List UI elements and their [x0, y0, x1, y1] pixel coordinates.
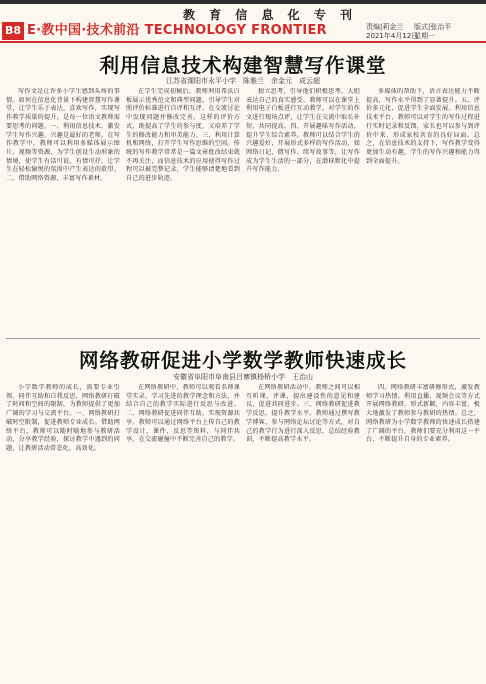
- article2-title: 网络教研促进小学数学教师快速成长: [78, 349, 407, 372]
- editor-info: [366, 23, 418, 40]
- article2-column: 小学数学教师的成长，需要专业引领、同伴互助和自我反思。网络教研打破了时间和空间的限制，为教师提供了更加广阔的学习与交流平台。一、网络教研打破时空限制，促进教师专业成长。借助网络平台，教师可以随时随地参与教研活动，分享教学经验，探讨教学中遇到的问题，让教研活动常态化、高效化。: [6, 384, 120, 452]
- banner-title: 教 育 信 息 化 专 刊: [182, 8, 358, 22]
- article1-body: [6, 88, 480, 335]
- designer: 版式|张治平: [414, 23, 452, 31]
- article2-column: 四、网络教研丰富研修形式，激发教师学习热情。利用直播、视频会议等方式开展网络教研，形式新颖，内容丰富，极大地激发了教师参与教研的热情。总之，网络教研为小学数学教师的快速成长搭建了广阔的平台，教师们要充分利用这一平台，不断提升自身的专业素养。: [366, 384, 480, 444]
- article1-column: 在学生完成初稿后，教师利用希沃白板展示优秀范文和典型问题，引导学生对照评价标准进行自评和互评，在交流讨论中发现问题并修改完善。这样的评价方式，既提高了学生的参与度，又培养了学生的修改能力和审美能力。三、利用计算机和网络，打开学生写作思维的空间。传统的写作教学常常是一篇文章批改结束就不再关注，而信息技术的应用使得写作过程可以被完整记录，学生能够清楚地看到自己的进步轨迹。: [126, 88, 240, 183]
- article1-column: 独立思考，引导他们积极思考，大胆表达自己的真实感受。教师可以在课堂上利用电子白板进行互动教学，对学生的作文进行现场点评，让学生在交流中取长补短，共同提高。四、开展趣味写作活动，提升学生综合素养。教师可以结合学生的兴趣爱好，开展形式多样的写作活动，如网络日记、微写作、续写故事等，让写作成为学生生活的一部分，在潜移默化中提升写作能力。: [246, 88, 360, 174]
- top-rule: [0, 0, 486, 4]
- article2-body: [6, 384, 480, 680]
- article1-byline: 江苏省溧阳市永平小学 陈雅兰 余金元 成云超: [166, 77, 320, 85]
- article1-column: 多媒体的帮助下，语言表达能力不断提高，写作水平得到了显著提升。五、评价多元化，促进学生全面发展。利用信息技术平台，教师可以对学生的写作过程进行实时记录和反馈，家长也可以参与到评价中来，形成家校共育的良好局面。总之，在信息技术的支持下，写作教学变得更加生动有趣，学生的写作兴趣和能力得到全面提升。: [366, 88, 480, 165]
- article1-title: 利用信息技术构建智慧写作课堂: [99, 54, 387, 77]
- weekday: 星期一: [414, 31, 435, 40]
- article-divider: [6, 338, 480, 339]
- section-title: E·教中国·技术前沿 TECHNOLOGY FRONTIER: [27, 23, 327, 38]
- editor: 责编|莉金兰: [366, 23, 404, 31]
- article2-byline: 安徽省阜阳市阜南县吕寨镇杨桥小学 王治山: [173, 373, 313, 381]
- article2-column: 在网络教研活动中，教师之间可以相互听课、评课，提出建设性的意见和建议，促进共同进步。三、网络教研促进教学反思，提升教学水平。教师通过撰写教学博客、参与网络论坛讨论等方式，对自己的教学行为进行深入反思，总结经验教训，不断提高教学水平。: [246, 384, 360, 444]
- masthead-rule: [0, 41, 486, 43]
- page-number: B8: [2, 22, 24, 40]
- designer-info: [414, 23, 451, 40]
- date: 2021年4月12日: [366, 31, 419, 40]
- article2-column: 在网络教研中，教师可以观看名师课堂实录，学习先进的教学理念和方法，并结合自己的教学实际进行反思与改进。二、网络教研促进同伴互助，实现资源共享。教师可以通过网络平台上传自己的教学设计、课件、反思等资料，与同伴共享，在交流碰撞中不断完善自己的教学。: [126, 384, 240, 444]
- article1-column: 写作文是让许多小学生感到头疼的事情。如何在信息化背景下构建智慧写作课堂，让学生乐于表达，喜欢写作，实现写作教学质量的提升，是每一位语文教师需要思考的问题。一、利用信息技术，激发学生写作兴趣。兴趣是最好的老师。在写作教学中，教师可以利用多媒体展示图片、视频等资源，为学生创设生动形象的情境，使学生有话可说，有情可抒，让学生在轻松愉悦的氛围中产生表达的欲望。二、借助网络资源，丰富写作素材。: [6, 88, 120, 183]
- masthead: [0, 22, 486, 40]
